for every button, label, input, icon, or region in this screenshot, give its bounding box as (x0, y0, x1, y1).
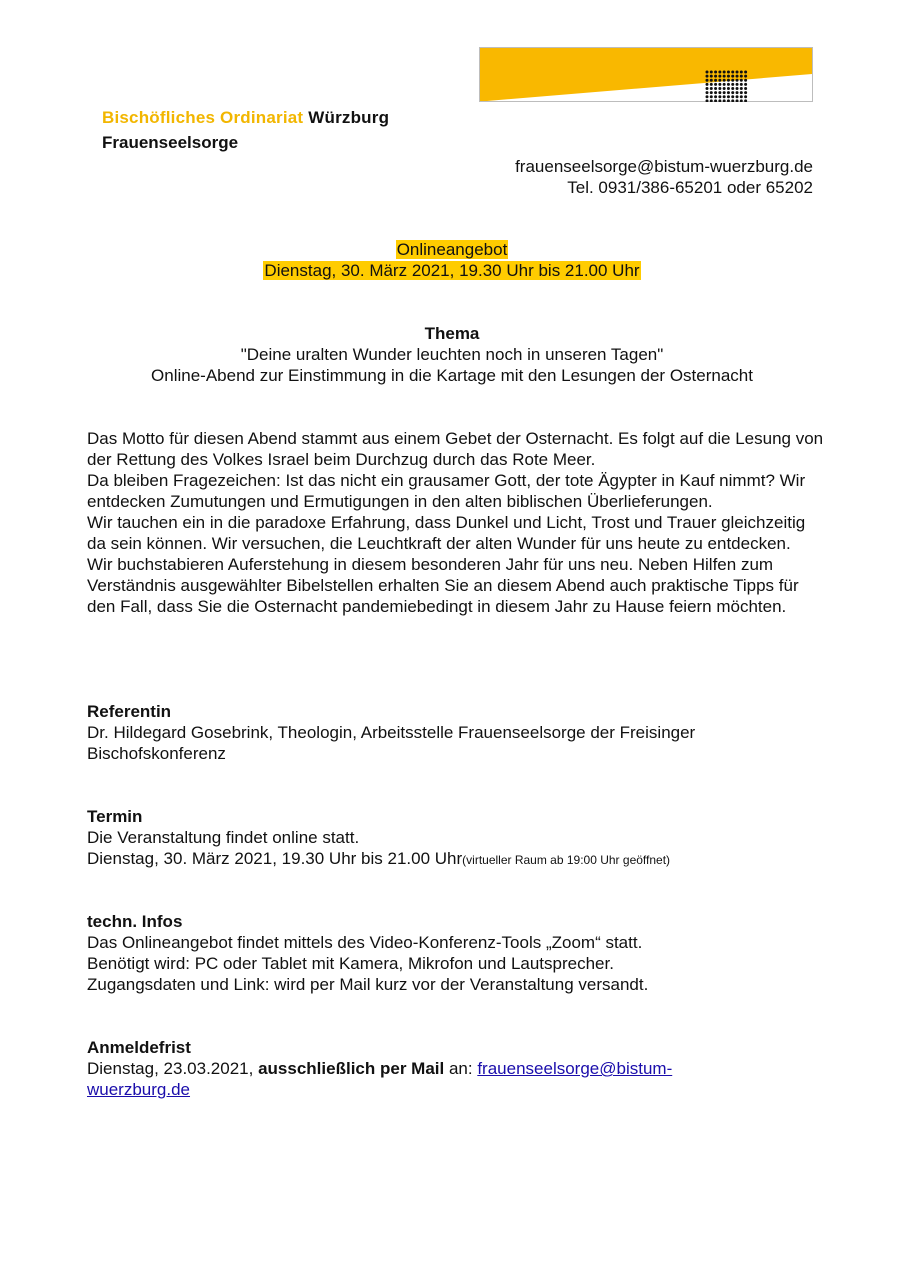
logo-dot (731, 75, 734, 78)
logo-dot (706, 83, 709, 86)
logo-dot (736, 91, 739, 94)
contact-block (515, 156, 813, 198)
description-paragraph: Wir buchstabieren Auferstehung in diesem besonderen Jahr für uns neu. Neben Hilfen zum Verständnis ausgewählter Bibelstellen erhalten Sie an diesem Abend auch praktische Tipps für den Fall, dass Sie die Osternacht pandemiebedingt in diesem Jahr zu Hause feiern möchten. (87, 555, 799, 616)
logo-dot (714, 71, 717, 74)
logo-dot (744, 79, 747, 82)
logo-dot (736, 75, 739, 78)
logo-dot (727, 95, 730, 98)
logo-dot (744, 83, 747, 86)
logo-dot (727, 71, 730, 74)
logo-dot (723, 91, 726, 94)
logo-dot (740, 83, 743, 86)
logo-dot (731, 91, 734, 94)
event-label: Onlineangebot (396, 240, 508, 259)
org-name-part2: Würzburg (308, 108, 390, 127)
event-datetime: Dienstag, 30. März 2021, 19.30 Uhr bis 21.00 Uhr (264, 261, 640, 280)
logo-dot (744, 91, 747, 94)
referentin-text: Dr. Hildegard Gosebrink, Theologin, Arbeitsstelle Frauenseelsorge der Freisinger Bischofskonferenz (87, 723, 696, 763)
description-paragraph: Das Motto für diesen Abend stammt aus einem Gebet der Osternacht. Es folgt auf die Lesung von der Rettung des Volkes Israel beim Durchzug durch das Rote Meer. (87, 429, 824, 469)
technik-line2: Benötigt wird: PC oder Tablet mit Kamera, Mikrofon und Lautsprecher. (87, 954, 614, 973)
technik-section (87, 911, 827, 995)
logo-dot (723, 71, 726, 74)
termin-section (87, 806, 827, 871)
logo-dot (727, 79, 730, 82)
logo-dot (706, 71, 709, 74)
logo-dot (714, 79, 717, 82)
logo-dot (744, 95, 747, 98)
logo-dot (710, 95, 713, 98)
logo-dot (714, 91, 717, 94)
anmeldung-an: an: (448, 1059, 473, 1078)
org-subtitle: Frauenseelsorge (102, 133, 239, 152)
logo-dot (718, 87, 721, 90)
logo-dot (714, 95, 717, 98)
logo-dot (718, 75, 721, 78)
logo-dot (740, 87, 743, 90)
logo-dot (718, 71, 721, 74)
logo-dot (710, 87, 713, 90)
dot-grid-logo (479, 47, 813, 102)
logo-dot (723, 75, 726, 78)
logo-dot (727, 83, 730, 86)
event-header (0, 239, 904, 281)
referentin-section (87, 701, 827, 764)
logo-dot (727, 91, 730, 94)
description (87, 428, 827, 617)
logo-dot (718, 79, 721, 82)
logo-dot (740, 79, 743, 82)
termin-note: (virtueller Raum ab 19:00 Uhr geöffnet) (462, 853, 671, 867)
technik-line3: Zugangsdaten und Link: wird per Mail kurz vor der Veranstaltung versandt. (87, 975, 649, 994)
logo-dot (731, 71, 734, 74)
org-name-part1: Bischöfliches Ordinariat (102, 108, 304, 127)
logo-dot (744, 75, 747, 78)
org-name (102, 108, 389, 128)
logo-dot (740, 71, 743, 74)
logo-dot (714, 87, 717, 90)
logo-dot (710, 91, 713, 94)
thema-subtitle: Online-Abend zur Einstimmung in die Kartage mit den Lesungen der Osternacht (151, 366, 753, 385)
logo-dot (740, 91, 743, 94)
anmeldung-bold: ausschließlich per Mail (258, 1059, 445, 1078)
thema-title: "Deine uralten Wunder leuchten noch in unseren Tagen" (240, 345, 664, 364)
logo-dot (736, 95, 739, 98)
description-paragraph: Wir tauchen ein in die paradoxe Erfahrung, dass Dunkel und Licht, Trost und Trauer gleichzeitig da sein können. Wir versuchen, die Leuchtkraft der alten Wunder für uns heute zu entdecken. (87, 513, 806, 553)
logo-dot (714, 75, 717, 78)
contact-email: frauenseelsorge@bistum-wuerzburg.de (515, 157, 813, 176)
logo-dot (710, 75, 713, 78)
logo-dot (740, 75, 743, 78)
logo-dot (723, 95, 726, 98)
thema-heading: Thema (424, 324, 480, 343)
referentin-heading: Referentin (87, 702, 172, 721)
logo-dot (706, 79, 709, 82)
logo-dot (714, 83, 717, 86)
technik-line1: Das Onlineangebot findet mittels des Video-Konferenz-Tools „Zoom“ statt. (87, 933, 643, 952)
termin-heading: Termin (87, 807, 143, 826)
logo-dot (718, 91, 721, 94)
logo-dot (740, 95, 743, 98)
logo-dot (727, 87, 730, 90)
logo-dot (731, 83, 734, 86)
technik-heading: techn. Infos (87, 912, 183, 931)
logo-dot (723, 83, 726, 86)
logo-dot (718, 95, 721, 98)
logo-dot (731, 79, 734, 82)
logo-dot (706, 75, 709, 78)
logo-dot (736, 79, 739, 82)
logo-dot (744, 87, 747, 90)
logo-dot (706, 95, 709, 98)
logo-dot (736, 71, 739, 74)
anmeldung-heading: Anmeldefrist (87, 1038, 191, 1057)
logo-dot (706, 91, 709, 94)
logo-dot (736, 87, 739, 90)
termin-line1: Die Veranstaltung findet online statt. (87, 828, 360, 847)
logo-dot (706, 87, 709, 90)
logo-dot (723, 87, 726, 90)
logo-dot (736, 83, 739, 86)
description-paragraph: Da bleiben Fragezeichen: Ist das nicht ein grausamer Gott, der tote Ägypter in Kauf nimmt? Wir entdecken Zumutungen und Ermutigungen in den alten biblischen Überlieferungen. (87, 471, 806, 511)
logo-dot (718, 83, 721, 86)
termin-line2: Dienstag, 30. März 2021, 19.30 Uhr bis 21.00 Uhr (87, 849, 463, 868)
thema-block (0, 323, 904, 386)
contact-phone: Tel. 0931/386-65201 oder 65202 (567, 178, 813, 197)
email-link[interactable]: frauenseelsorge@bistum-wuerzburg.de (87, 1059, 673, 1099)
logo-dot (744, 71, 747, 74)
logo-dot (710, 83, 713, 86)
anmeldung-section (87, 1037, 727, 1100)
logo-dot (710, 79, 713, 82)
logo-dot (731, 87, 734, 90)
anmeldung-date: Dienstag, 23.03.2021, (87, 1059, 254, 1078)
logo-dot (731, 95, 734, 98)
logo-dot (710, 71, 713, 74)
logo-dot (727, 75, 730, 78)
logo-dot (723, 79, 726, 82)
